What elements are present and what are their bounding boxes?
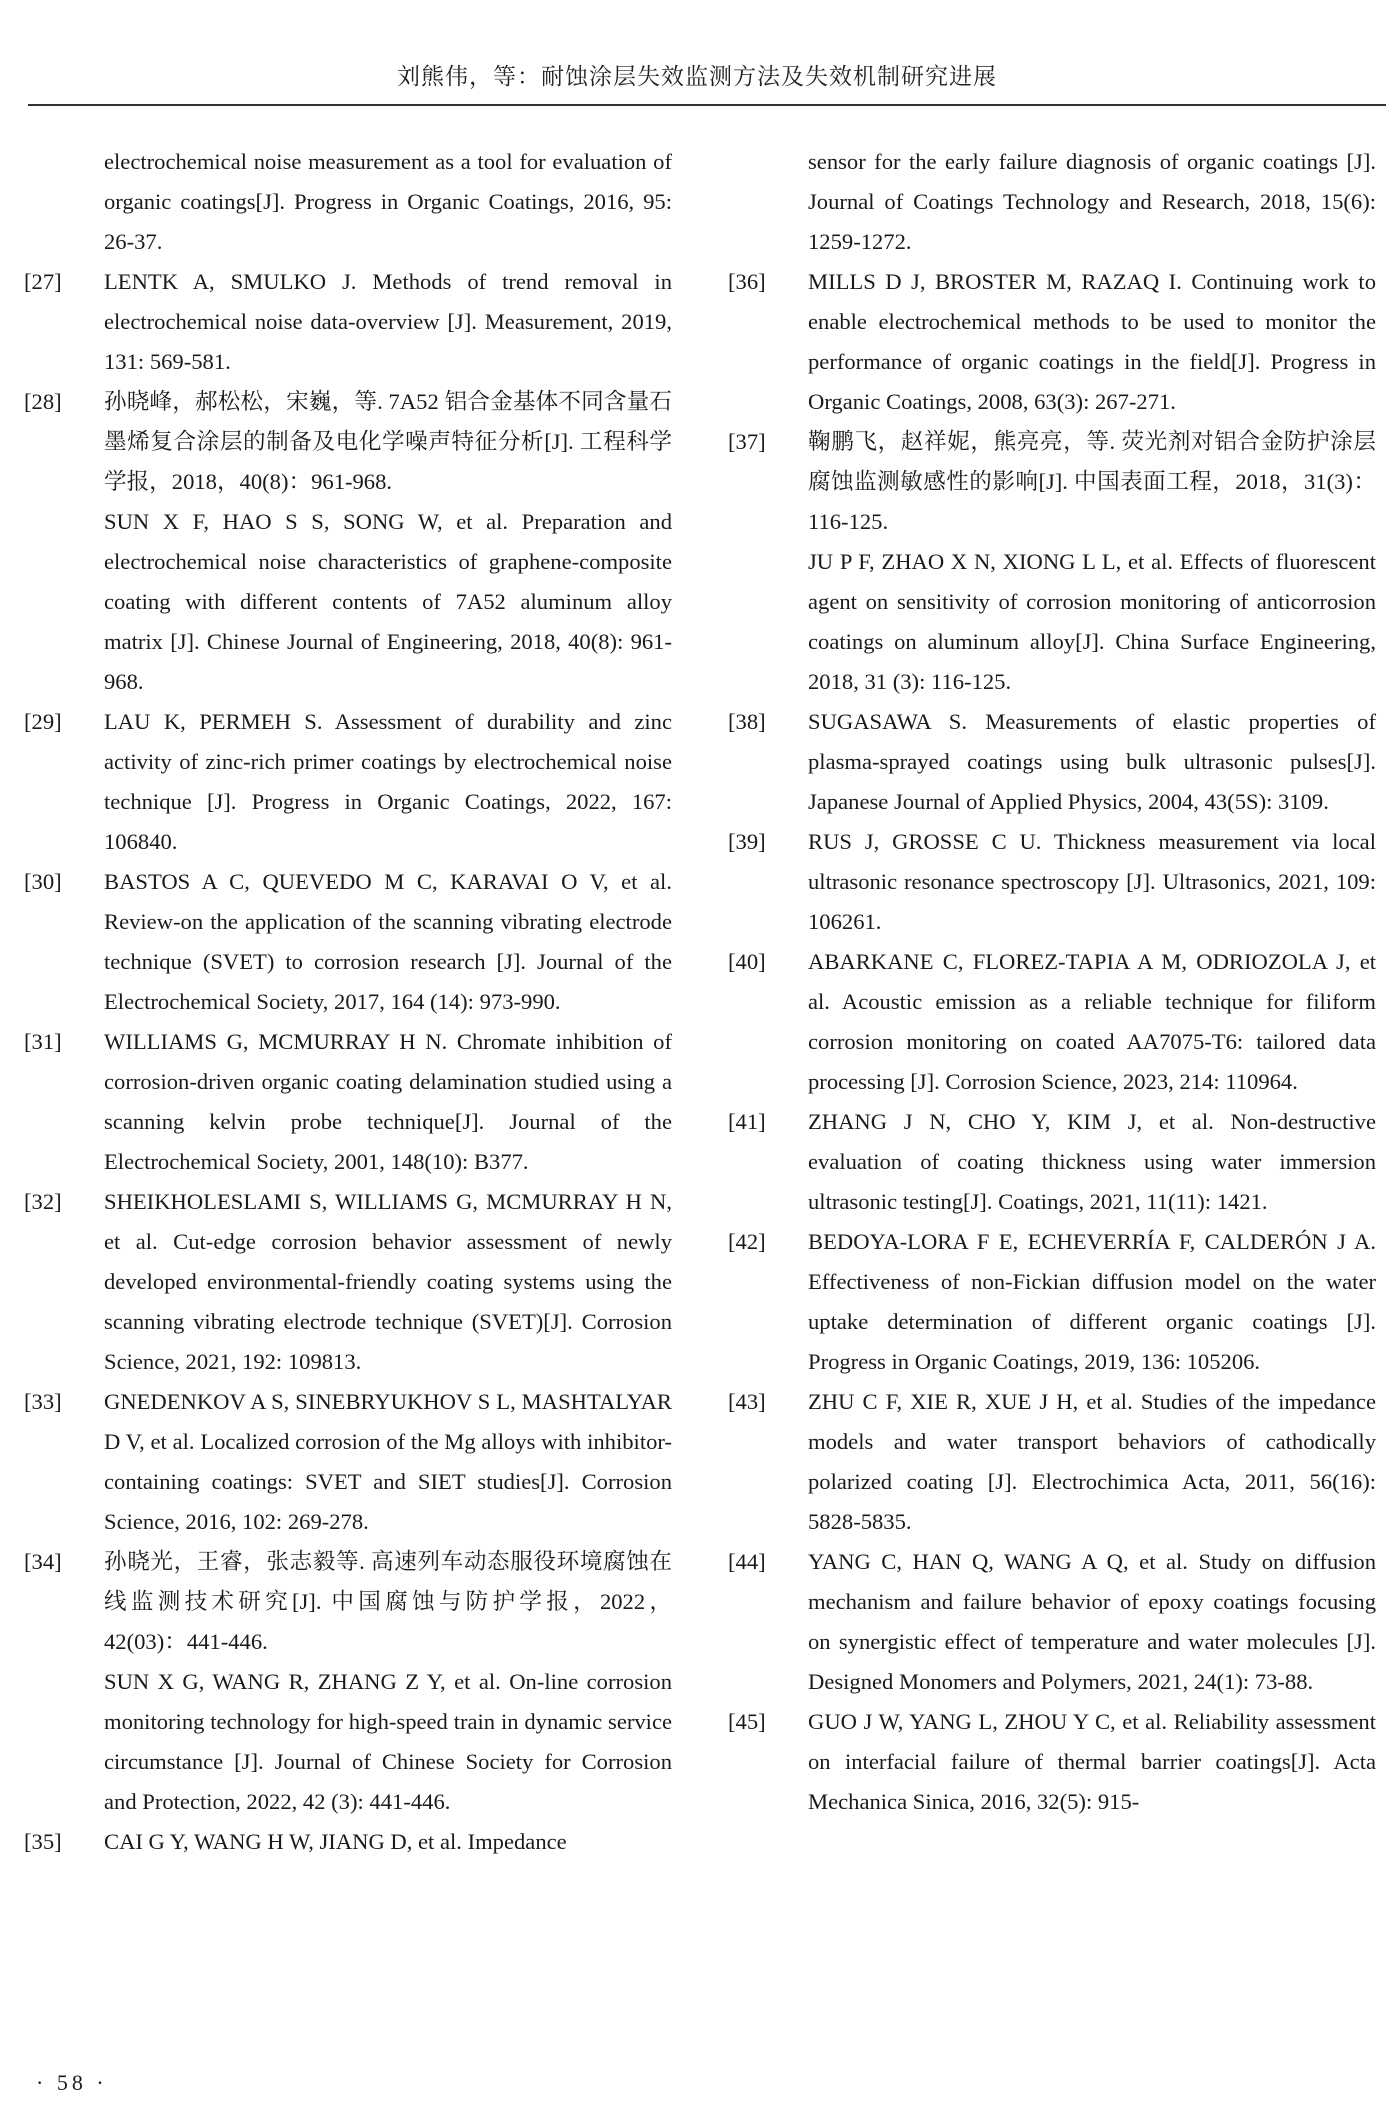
reference-column-left [24, 142, 672, 1862]
reference-item [24, 702, 672, 862]
reference-number: [33] [24, 1389, 62, 1414]
reference-item [728, 1382, 1376, 1542]
reference-item [728, 262, 1376, 422]
reference-text: 鞠鹏飞，赵祥妮，熊亮亮，等. 荧光剂对铝合金防护涂层腐蚀监测敏感性的影响[J]. 中国表面工程，2018，31(3)：116-125. [808, 429, 1376, 534]
reference-column-right [728, 142, 1376, 1822]
reference-item [24, 1822, 672, 1862]
reference-text: GNEDENKOV A S, SINEBRYUKHOV S L, MASHTALYAR D V, et al. Localized corrosion of the Mg alloys with inhibitor-containing coatings: SVET and SIET studies[J]. Corrosion Science, 2016, 102: 269-278. [104, 1389, 672, 1534]
reference-number: [44] [728, 1549, 766, 1574]
reference-text: 孙晓峰，郝松松，宋巍，等. 7A52 铝合金基体不同含量石墨烯复合涂层的制备及电化学噪声特征分析[J]. 工程科学学报，2018，40(8)：961-968. [104, 389, 672, 494]
reference-item [728, 1542, 1376, 1702]
reference-number: [27] [24, 269, 62, 294]
reference-number: [30] [24, 869, 62, 894]
reference-text: sensor for the early failure diagnosis of organic coatings [J]. Journal of Coatings Technology and Research, 2018, 15(6): 1259-1272. [808, 149, 1376, 254]
reference-number: [29] [24, 709, 62, 734]
reference-item [728, 1702, 1376, 1822]
reference-text: RUS J, GROSSE C U. Thickness measurement via local ultrasonic resonance spectroscopy [J]. Ultrasonics, 2021, 109: 106261. [808, 829, 1376, 934]
reference-item [728, 822, 1376, 942]
reference-item [24, 1542, 672, 1822]
reference-text: BEDOYA-LORA F E, ECHEVERRÍA F, CALDERÓN J A. Effectiveness of non-Fickian diffusion model on the water uptake determination of different organic coatings [J]. Progress in Organic Coatings, 2019, 136: 105206. [808, 1229, 1376, 1374]
reference-text: electrochemical noise measurement as a tool for evaluation of organic coatings[J]. Progress in Organic Coatings, 2016, 95: 26-37. [104, 149, 672, 254]
reference-number: [41] [728, 1109, 766, 1134]
reference-text: WILLIAMS G, MCMURRAY H N. Chromate inhibition of corrosion-driven organic coating delamination studied using a scanning kelvin probe technique[J]. Journal of the Electrochemical Society, 2001, 148(10): B377. [104, 1029, 672, 1174]
reference-english-translation: SUN X G, WANG R, ZHANG Z Y, et al. On-line corrosion monitoring technology for high-speed train in dynamic service circumstance [J]. Journal of Chinese Society for Corrosion and Protection, 2022, 42 (3): 441-446. [104, 1669, 672, 1814]
reference-item [728, 1102, 1376, 1222]
reference-item [24, 1022, 672, 1182]
reference-number: [42] [728, 1229, 766, 1254]
reference-number: [34] [24, 1549, 62, 1574]
reference-number: [43] [728, 1389, 766, 1414]
reference-number: [40] [728, 949, 766, 974]
reference-text: GUO J W, YANG L, ZHOU Y C, et al. Reliability assessment on interfacial failure of thermal barrier coatings[J]. Acta Mechanica Sinica, 2016, 32(5): 915- [808, 1709, 1376, 1814]
reference-item [24, 1182, 672, 1382]
reference-number: [28] [24, 389, 62, 414]
reference-number: [32] [24, 1189, 62, 1214]
reference-number: [39] [728, 829, 766, 854]
reference-text: LENTK A, SMULKO J. Methods of trend removal in electrochemical noise data-overview [J]. Measurement, 2019, 131: 569-581. [104, 269, 672, 374]
reference-text: MILLS D J, BROSTER M, RAZAQ I. Continuing work to enable electrochemical methods to be used to monitor the performance of organic coatings in the field[J]. Progress in Organic Coatings, 2008, 63(3): 267-271. [808, 269, 1376, 414]
reference-item [24, 382, 672, 702]
reference-item [24, 262, 672, 382]
reference-item [728, 422, 1376, 702]
reference-item [728, 1222, 1376, 1382]
reference-text: ZHANG J N, CHO Y, KIM J, et al. Non-destructive evaluation of coating thickness using water immersion ultrasonic testing[J]. Coatings, 2021, 11(11): 1421. [808, 1109, 1376, 1214]
reference-text: YANG C, HAN Q, WANG A Q, et al. Study on diffusion mechanism and failure behavior of epoxy coatings focusing on synergistic effect of temperature and water molecules [J]. Designed Monomers and Polymers, 2021, 24(1): 73-88. [808, 1549, 1376, 1694]
reference-text: BASTOS A C, QUEVEDO M C, KARAVAI O V, et al. Review-on the application of the scanning vibrating electrode technique (SVET) to corrosion research [J]. Journal of the Electrochemical Society, 2017, 164 (14): 973-990. [104, 869, 672, 1014]
reference-item [24, 1382, 672, 1542]
reference-number: [45] [728, 1709, 766, 1734]
reference-text: LAU K, PERMEH S. Assessment of durability and zinc activity of zinc-rich primer coatings by electrochemical noise technique [J]. Progress in Organic Coatings, 2022, 167: 106840. [104, 709, 672, 854]
reference-text: CAI G Y, WANG H W, JIANG D, et al. Impedance [104, 1829, 567, 1854]
reference-text: ZHU C F, XIE R, XUE J H, et al. Studies of the impedance models and water transport behaviors of cathodically polarized coating [J]. Electrochimica Acta, 2011, 56(16): 5828-5835. [808, 1389, 1376, 1534]
reference-text: SUGASAWA S. Measurements of elastic properties of plasma-sprayed coatings using bulk ultrasonic pulses[J]. Japanese Journal of Applied Physics, 2004, 43(5S): 3109. [808, 709, 1376, 814]
reference-text: SHEIKHOLESLAMI S, WILLIAMS G, MCMURRAY H N, et al. Cut-edge corrosion behavior assessment of newly developed environmental-friendly coating systems using the scanning vibrating electrode technique (SVET)[J]. Corrosion Science, 2021, 192: 109813. [104, 1189, 672, 1374]
reference-english-translation: JU P F, ZHAO X N, XIONG L L, et al. Effects of fluorescent agent on sensitivity of corrosion monitoring of anticorrosion coatings on aluminum alloy[J]. China Surface Engineering, 2018, 31 (3): 116-125. [808, 549, 1376, 694]
reference-number: [38] [728, 709, 766, 734]
reference-number: [37] [728, 429, 766, 454]
reference-item [24, 862, 672, 1022]
reference-item [24, 142, 672, 262]
header-rule [28, 104, 1386, 106]
reference-text: ABARKANE C, FLOREZ-TAPIA A M, ODRIOZOLA J, et al. Acoustic emission as a reliable technique for filiform corrosion monitoring on coated AA7075-T6: tailored data processing [J]. Corrosion Science, 2023, 214: 110964. [808, 949, 1376, 1094]
page-number: · 58 · [36, 2070, 108, 2095]
reference-item [728, 942, 1376, 1102]
reference-item [728, 142, 1376, 262]
reference-number: [36] [728, 269, 766, 294]
reference-english-translation: SUN X F, HAO S S, SONG W, et al. Preparation and electrochemical noise characteristics of graphene-composite coating with different contents of 7A52 aluminum alloy matrix [J]. Chinese Journal of Engineering, 2018, 40(8): 961-968. [104, 509, 672, 694]
reference-number: [35] [24, 1829, 62, 1854]
reference-item [728, 702, 1376, 822]
reference-text: 孙晓光，王睿，张志毅等. 高速列车动态服役环境腐蚀在线监测技术研究[J]. 中国腐蚀与防护学报，2022，42(03)：441-446. [104, 1549, 672, 1654]
reference-number: [31] [24, 1029, 62, 1054]
running-header: 刘熊伟，等：耐蚀涂层失效监测方法及失效机制研究进展 [397, 64, 997, 90]
